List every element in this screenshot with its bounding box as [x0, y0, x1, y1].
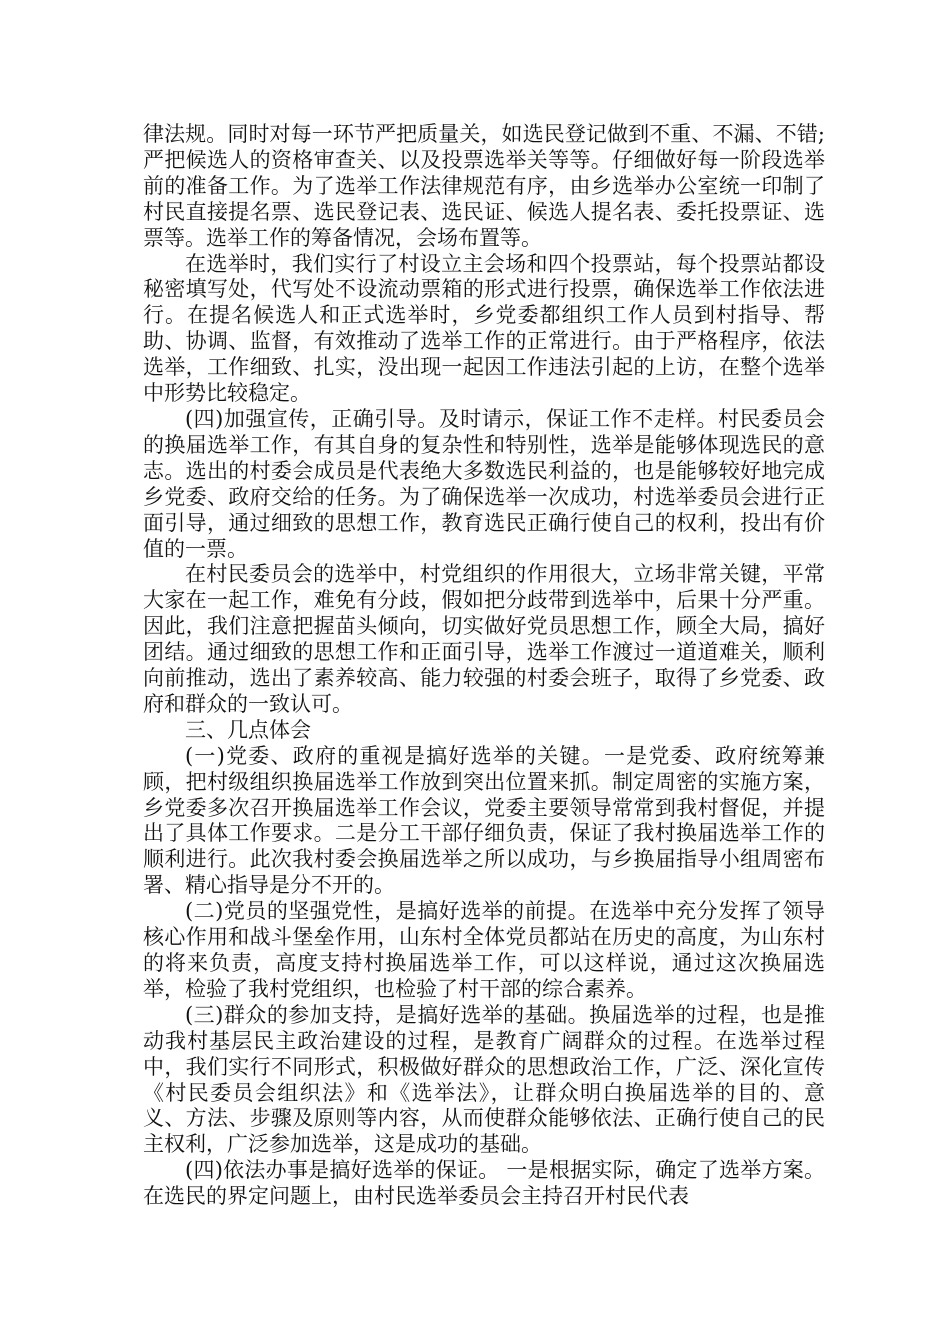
paragraph-9: (四)依法办事是搞好选举的保证。 一是根据实际，确定了选举方案。在选民的界定问题上，由村民选举委员会主持召开村民代表 [143, 1158, 825, 1209]
paragraph-4: 在村民委员会的选举中，村党组织的作用很大，立场非常关键，平常大家在一起工作，难免有分歧，假如把分歧带到选举中，后果十分严重。因此，我们注意把握苗头倾向，切实做好党员思想工作，顾全大局，搞好团结。通过细致的思想工作和正面引导，选举工作渡过一道道难关，顺利向前推动，选出了素养较高、能力较强的村委会班子，取得了乡党委、政府和群众的一致认可。 [143, 562, 825, 716]
paragraph-7: (二)党员的坚强党性，是搞好选举的前提。在选举中充分发挥了领导核心作用和战斗堡垒作用，山东村全体党员都站在历史的高度，为山东村的将来负责，高度支持村换届选举工作，可以这样说，通过这次换届选举，检验了我村党组织，也检验了村干部的综合素养。 [143, 899, 825, 1001]
section-heading: 三、几点体会 [185, 717, 311, 742]
paragraph-1: 律法规。同时对每一环节严把质量关，如选民登记做到不重、不漏、不错;严把候选人的资格审查关、以及投票选举关等等。仔细做好每一阶段选举前的准备工作。为了选举工作法律规范有序，由乡选举办公室统一印制了村民直接提名票、选民登记表、选民证、候选人提名表、委托投票证、选票等。选举工作的筹备情况，会场布置等。 [143, 122, 825, 250]
document-page [143, 122, 825, 1210]
paragraph-2: 在选举时，我们实行了村设立主会场和四个投票站，每个投票站都设秘密填写处，代写处不设流动票箱的形式进行投票，确保选举工作依法进行。在提名候选人和正式选举时，乡党委都组织工作人员到村指导、帮助、协调、监督，有效推动了选举工作的正常进行。由于严格程序，依法选举，工作细致、扎实，没出现一起因工作违法引起的上访，在整个选举中形势比较稳定。 [143, 251, 825, 406]
paragraph-3: (四)加强宣传，正确引导。及时请示，保证工作不走样。村民委员会的换届选举工作，有其自身的复杂性和特别性，选举是能够体现选民的意志。选出的村委会成员是代表绝大多数选民利益的，也是能够较好地完成乡党委、政府交给的任务。为了确保选举一次成功，村选举委员会进行正面引导，通过细致的思想工作，教育选民正确行使自己的权利，投出有价值的一票。 [143, 406, 825, 561]
paragraph-6: (一)党委、政府的重视是搞好选举的关键。一是党委、政府统筹兼顾，把村级组织换届选举工作放到突出位置来抓。制定周密的实施方案，乡党委多次召开换届选举工作会议，党委主要领导常常到我村督促，并提出了具体工作要求。二是分工干部仔细负责，保证了我村换届选举工作的顺利进行。此次我村委会换届选举之所以成功，与乡换届指导小组周密布署、精心指导是分不开的。 [143, 743, 825, 898]
paragraph-8: (三)群众的参加支持，是搞好选举的基础。换届选举的过程，也是推动我村基层民主政治建设的过程，是教育广阔群众的过程。在选举过程中，我们实行不同形式，积极做好群众的思想政治工作，广泛、深化宣传《村民委员会组织法》和《选举法》，让群众明白换届选举的目的、意义、方法、步骤及原则等内容，从而使群众能够依法、正确行使自己的民主权利，广泛参加选举，这是成功的基础。 [143, 1002, 825, 1157]
